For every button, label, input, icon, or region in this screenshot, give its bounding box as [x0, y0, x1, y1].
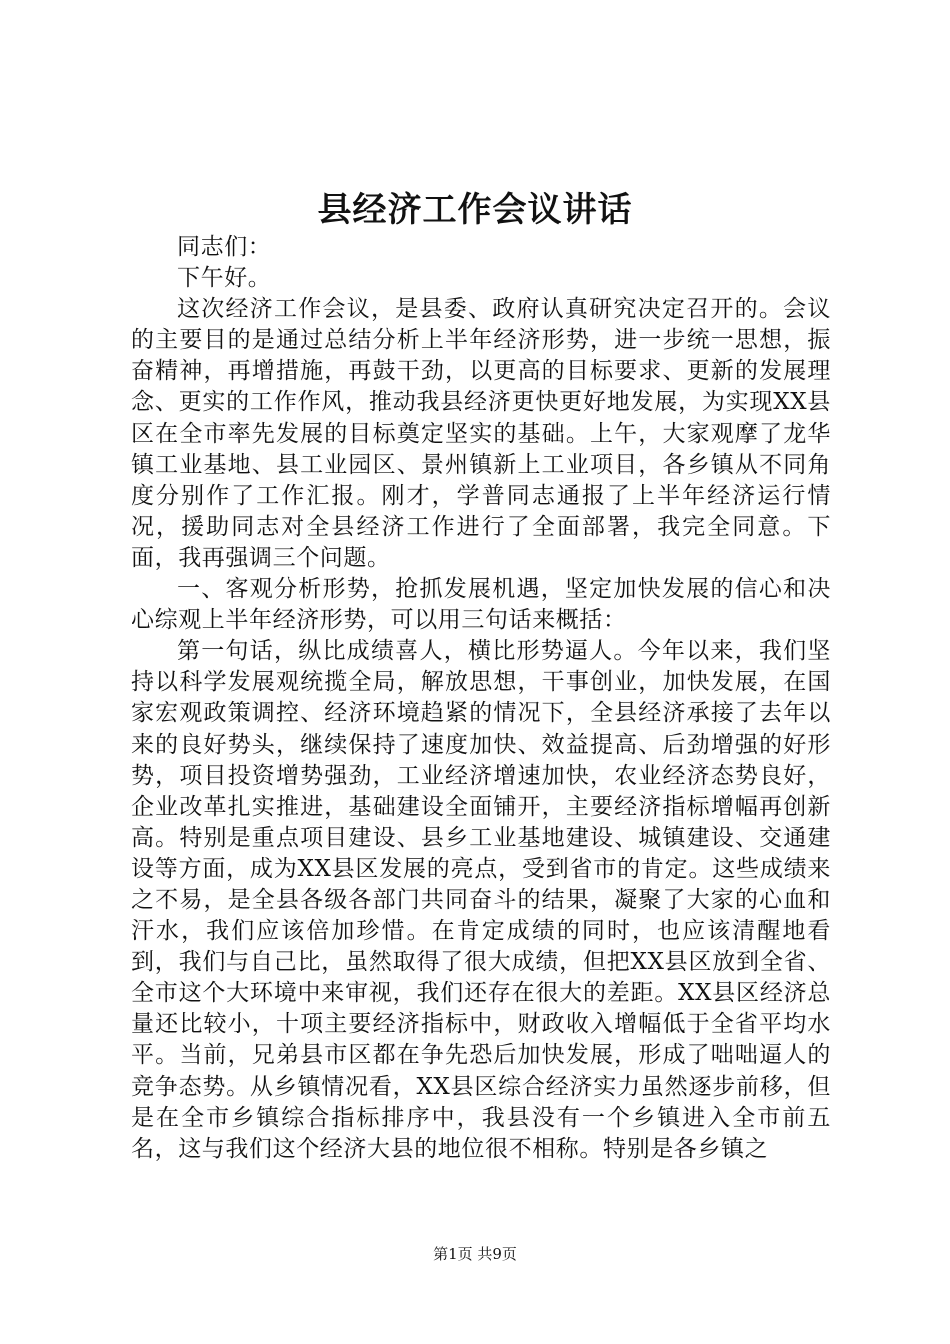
page-footer: 第1页 共9页 — [433, 1245, 517, 1263]
document-body — [131, 232, 831, 1165]
document-title: 县经济工作会议讲话 — [317, 190, 633, 230]
section-heading-1: 一、客观分析形势，抢抓发展机遇，坚定加快发展的信心和决心综观上半年经济形势，可以用三句话来概括： — [131, 576, 831, 634]
salutation: 同志们： — [177, 234, 272, 260]
intro-paragraph: 这次经济工作会议，是县委、政府认真研究决定召开的。会议的主要目的是通过总结分析上半年经济形势，进一步统一思想，振奋精神，再增措施，再鼓干劲，以更高的目标要求、更新的发展理念、更实的工作作风，推动我县经济更快更好地发展，为实现XX县区在全市率先发展的目标奠定坚实的基础。上午，大家观摩了龙华镇工业基地、县工业园区、景州镇新上工业项目，各乡镇从不同角度分别作了工作汇报。刚才，学普同志通报了上半年经济运行情况，援助同志对全县经济工作进行了全面部署，我完全同意。下面，我再强调三个问题。 — [131, 296, 831, 571]
paragraph-first-point: 第一句话，纵比成绩喜人，横比形势逼人。今年以来，我们坚持以科学发展观统揽全局，解放思想，干事创业，加快发展，在国家宏观政策调控、经济环境趋紧的情况下，全县经济承接了去年以来的良好势头，继续保持了速度加快、效益提高、后劲增强的好形势，项目投资增势强劲，工业经济增速加快，农业经济态势良好，企业改革扎实推进，基础建设全面铺开，主要经济指标增幅再创新高。特别是重点项目建设、县乡工业基地建设、城镇建设、交通建设等方面，成为XX县区发展的亮点，受到省市的肯定。这些成绩来之不易，是全县各级各部门共同奋斗的结果，凝聚了大家的心血和汗水，我们应该倍加珍惜。在肯定成绩的同时，也应该清醒地看到，我们与自己比，虽然取得了很大成绩，但把XX县区放到全省、全市这个大环境中来审视，我们还存在很大的差距。XX县区经济总量还比较小，十项主要经济指标中，财政收入增幅低于全省平均水平。当前，兄弟县市区都在争先恐后加快发展，形成了咄咄逼人的竞争态势。从乡镇情况看，XX县区综合经济实力虽然逐步前移，但是在全市乡镇综合指标排序中，我县没有一个乡镇进入全市前五名，这与我们这个经济大县的地位很不相称。特别是各乡镇之 — [131, 638, 831, 1162]
greeting: 下午好。 — [177, 265, 272, 292]
